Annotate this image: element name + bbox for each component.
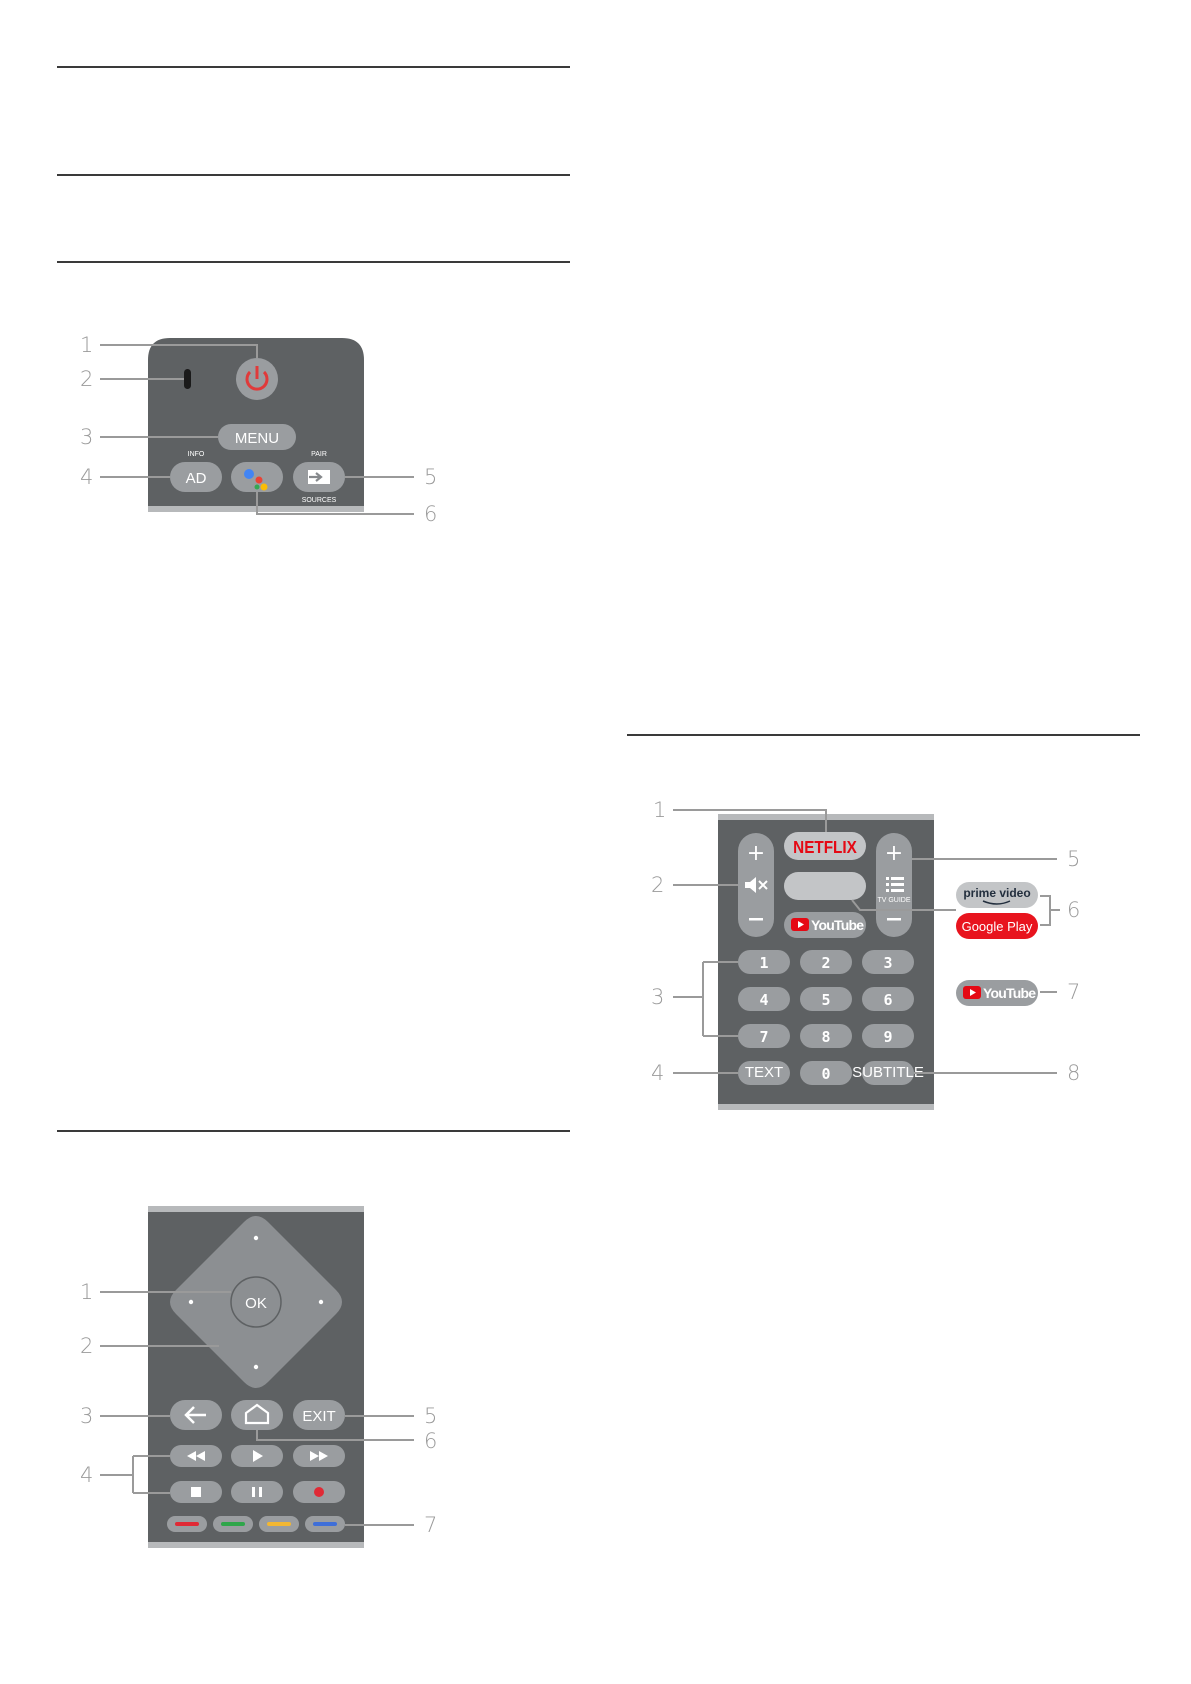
callout-3: 3 (651, 985, 665, 1009)
pair-label: PAIR (311, 451, 327, 458)
callout-1: 1 (80, 333, 94, 357)
ok-label: OK (245, 1295, 267, 1312)
stop-icon (191, 1487, 201, 1497)
pause-button (231, 1481, 283, 1503)
digit-2-label: 2 (821, 954, 831, 972)
google-play-label: Google Play (961, 919, 1033, 934)
remote-top-illustration (148, 338, 364, 512)
callout-1: 1 (80, 1280, 94, 1304)
prime-video-label: prime video (963, 886, 1031, 900)
callout-6: 6 (1067, 898, 1081, 922)
callout-2: 2 (80, 367, 94, 391)
sources-icon (308, 470, 330, 484)
tv-guide-label: TV GUIDE (877, 897, 911, 904)
digit-3-label: 3 (883, 954, 893, 972)
callout-3: 3 (80, 425, 94, 449)
tv-guide-icon (886, 877, 904, 892)
youtube-label: YouTube (811, 917, 864, 933)
remote-middle-illustration (148, 1206, 364, 1548)
callout-8: 8 (1067, 1061, 1081, 1085)
callout-6: 6 (424, 502, 438, 526)
callout-5: 5 (424, 465, 438, 489)
callout-2: 2 (651, 873, 665, 897)
app-button (784, 872, 866, 900)
exit-label: EXIT (302, 1408, 336, 1425)
remote-numeric-illustration (718, 814, 934, 1110)
callout-3: 3 (80, 1404, 94, 1428)
digit-5-label: 5 (821, 991, 831, 1009)
callout-1: 1 (653, 798, 667, 822)
callout-7: 7 (1067, 980, 1081, 1004)
svg-text:+: + (884, 841, 904, 866)
digit-6-label: 6 (883, 991, 893, 1009)
digit-8-label: 8 (821, 1028, 831, 1046)
callout-2: 2 (80, 1334, 94, 1358)
record-icon (314, 1487, 324, 1497)
digit-9-label: 9 (883, 1028, 893, 1046)
digit-1-label: 1 (759, 954, 769, 972)
digit-4-label: 4 (759, 991, 769, 1009)
youtube-side-label: YouTube (983, 985, 1036, 1001)
digit-7-label: 7 (759, 1028, 769, 1046)
callout-6: 6 (424, 1429, 438, 1453)
alternative-app-buttons (956, 882, 1038, 1006)
subtitle-label: SUBTITLE (852, 1064, 924, 1081)
callout-4: 4 (80, 1463, 94, 1487)
ad-label: AD (185, 470, 207, 487)
callout-4: 4 (651, 1061, 665, 1085)
callout-5: 5 (424, 1404, 438, 1428)
menu-label: MENU (234, 430, 280, 447)
digit-0-label: 0 (821, 1065, 831, 1083)
sources-label: SOURCES (301, 497, 337, 504)
callout-7: 7 (424, 1513, 438, 1537)
info-label: INFO (187, 451, 205, 458)
callout-5: 5 (1067, 847, 1081, 871)
microphone-icon (184, 369, 191, 389)
callout-4: 4 (80, 465, 94, 489)
svg-text:+: + (746, 841, 766, 866)
text-label: TEXT (744, 1064, 784, 1081)
netflix-label: NETFLIX (793, 836, 857, 858)
